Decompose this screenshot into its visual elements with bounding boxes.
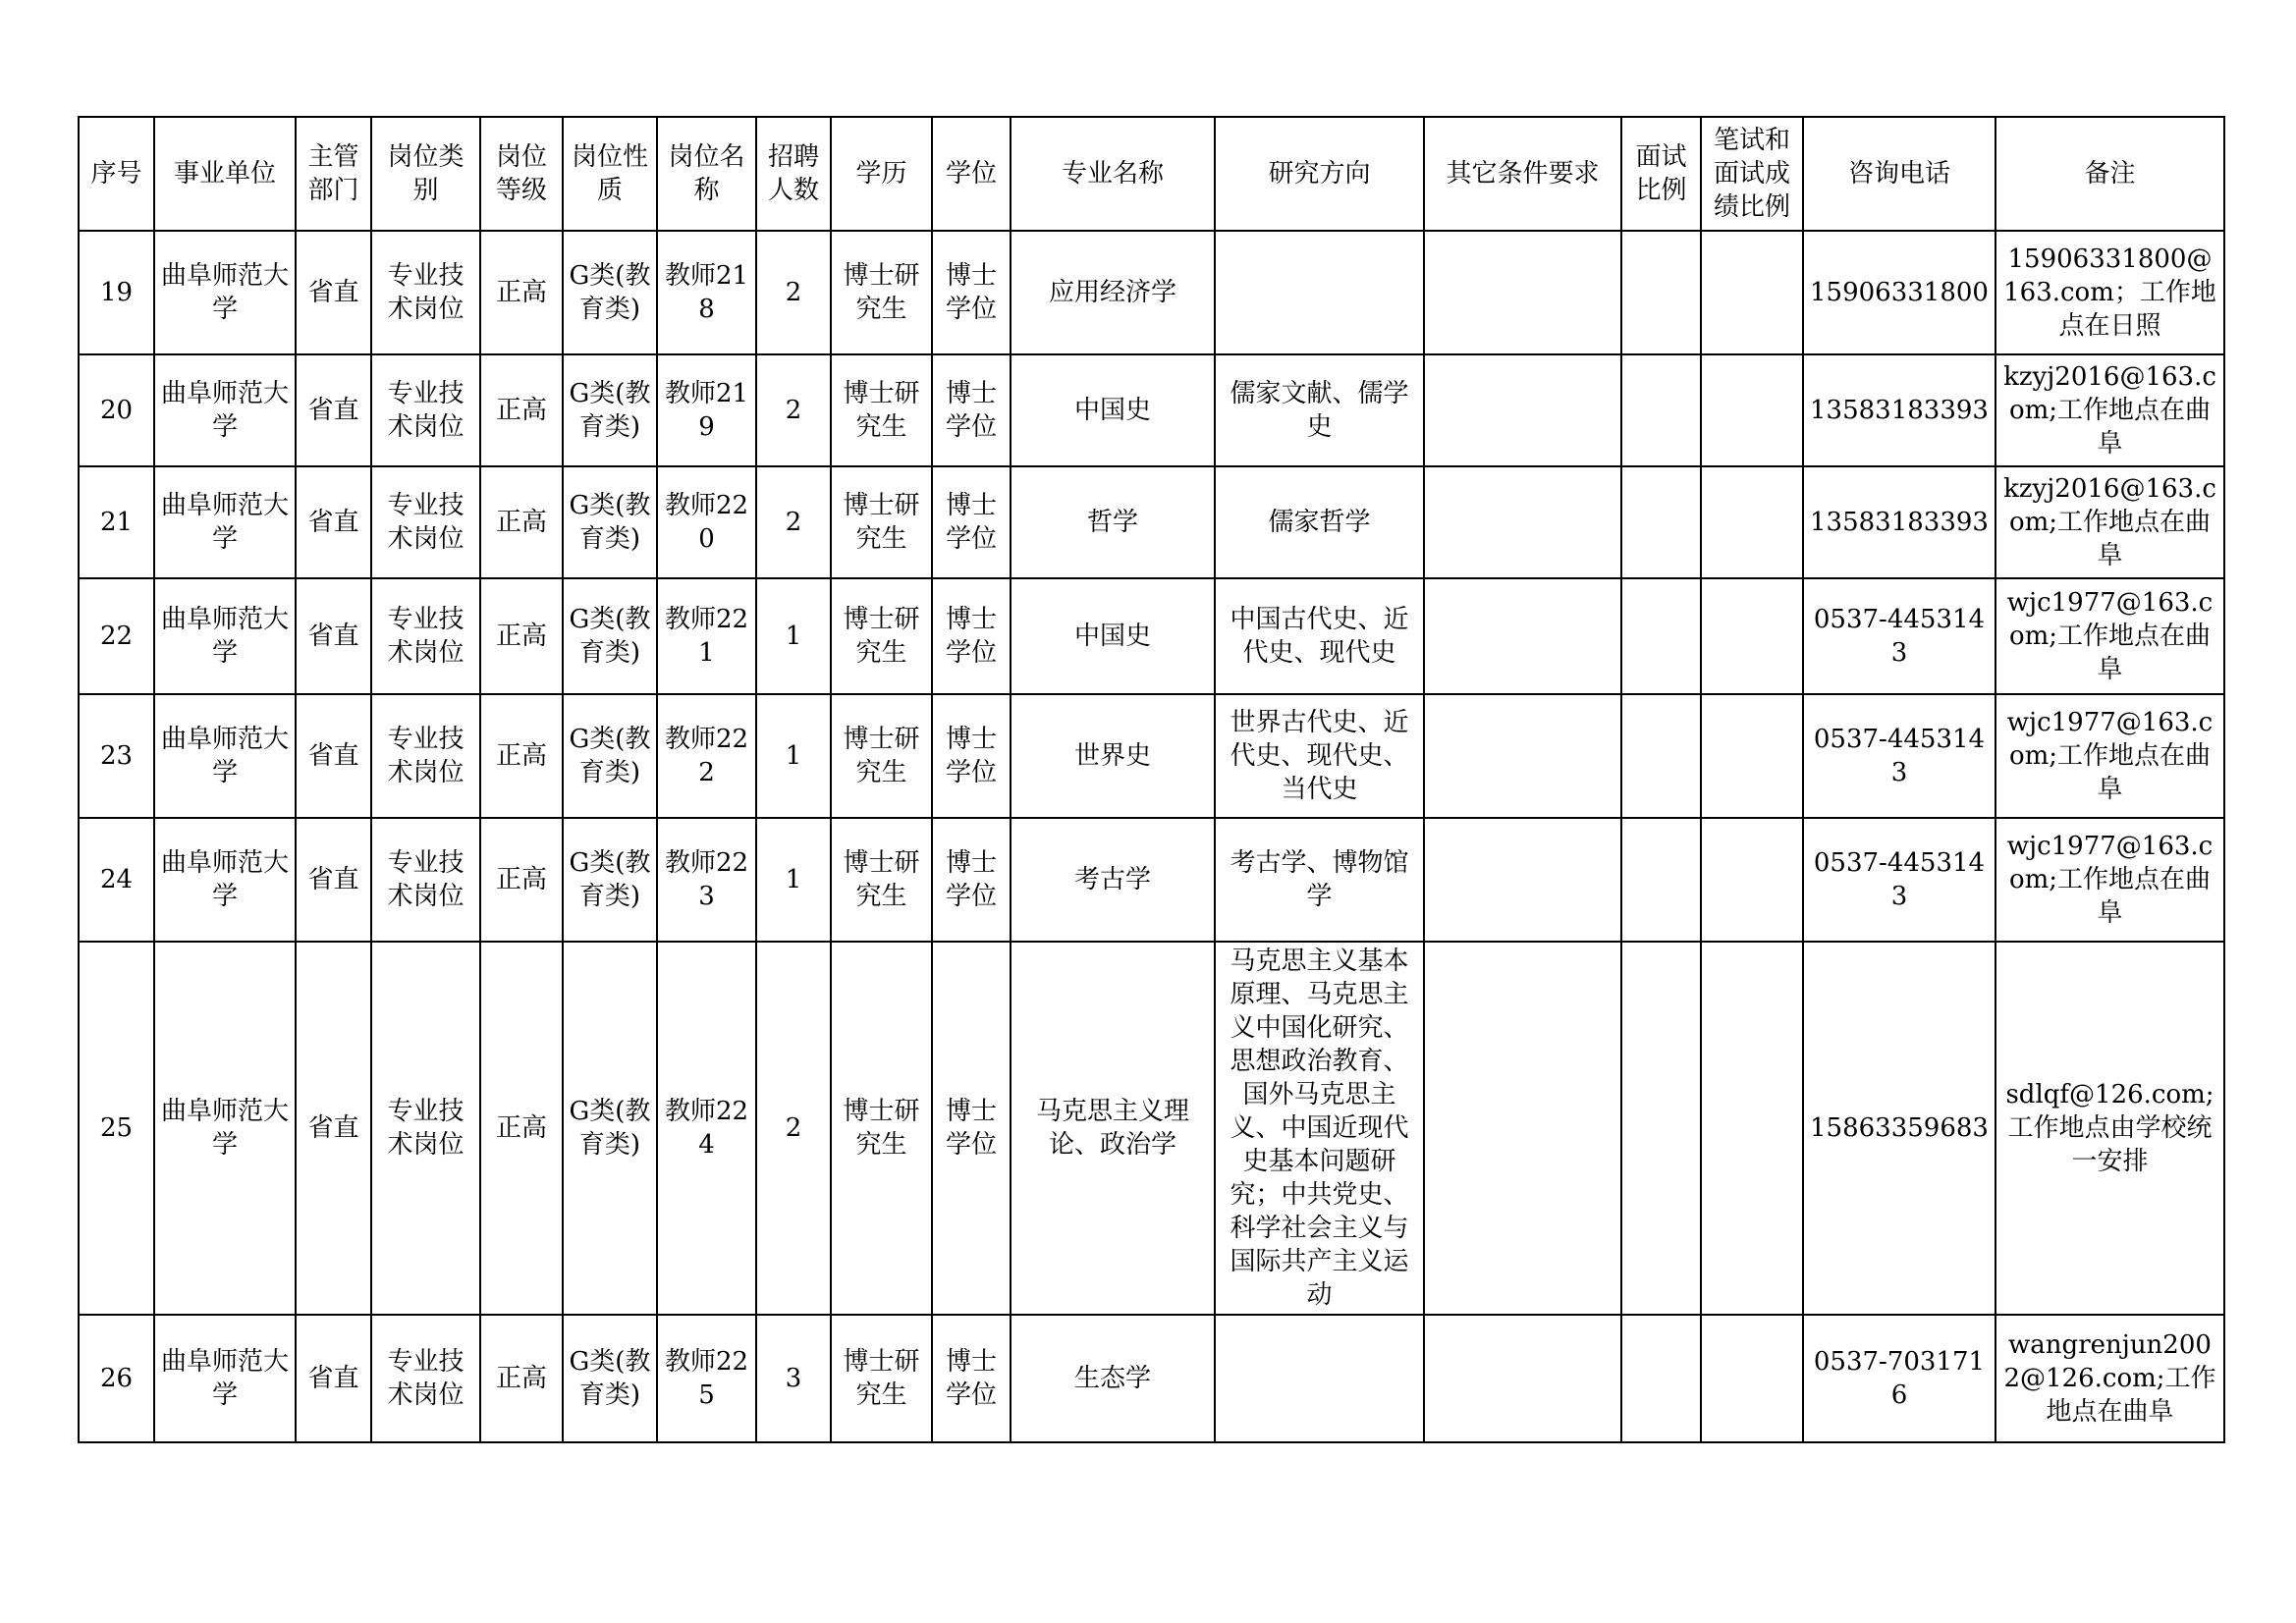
cell-count: 1 — [756, 818, 831, 942]
cell-interview-ratio — [1621, 578, 1701, 694]
cell-major: 中国史 — [1011, 578, 1215, 694]
cell-phone: 13583183393 — [1803, 466, 1995, 578]
cell-nature: G类(教育类) — [563, 818, 657, 942]
cell-unit: 曲阜师范大学 — [154, 231, 296, 354]
cell-major: 世界史 — [1011, 694, 1215, 818]
cell-other — [1424, 818, 1621, 942]
header-other: 其它条件要求 — [1424, 117, 1621, 231]
cell-degree: 博士学位 — [932, 231, 1011, 354]
cell-dept: 省直 — [296, 1315, 371, 1442]
cell-post: 教师223 — [657, 818, 756, 942]
cell-phone: 0537-4453143 — [1803, 818, 1995, 942]
cell-seq: 19 — [79, 231, 154, 354]
cell-count: 2 — [756, 942, 831, 1315]
cell-unit: 曲阜师范大学 — [154, 942, 296, 1315]
cell-major: 考古学 — [1011, 818, 1215, 942]
cell-research — [1215, 231, 1424, 354]
cell-note: wangrenjun2002@126.com;工作地点在曲阜 — [1995, 1315, 2224, 1442]
cell-education: 博士研究生 — [831, 231, 932, 354]
cell-count: 2 — [756, 466, 831, 578]
cell-major: 中国史 — [1011, 354, 1215, 466]
cell-seq: 24 — [79, 818, 154, 942]
cell-phone: 13583183393 — [1803, 354, 1995, 466]
cell-level: 正高 — [480, 578, 563, 694]
cell-dept: 省直 — [296, 466, 371, 578]
cell-major: 生态学 — [1011, 1315, 1215, 1442]
cell-other — [1424, 466, 1621, 578]
cell-degree: 博士学位 — [932, 818, 1011, 942]
cell-seq: 25 — [79, 942, 154, 1315]
cell-seq: 21 — [79, 466, 154, 578]
cell-seq: 22 — [79, 578, 154, 694]
cell-nature: G类(教育类) — [563, 578, 657, 694]
cell-count: 2 — [756, 231, 831, 354]
cell-phone: 15906331800 — [1803, 231, 1995, 354]
cell-category: 专业技术岗位 — [371, 694, 480, 818]
cell-count: 1 — [756, 578, 831, 694]
cell-phone: 0537-4453143 — [1803, 694, 1995, 818]
cell-note: sdlqf@126.com;工作地点由学校统一安排 — [1995, 942, 2224, 1315]
cell-interview-ratio — [1621, 466, 1701, 578]
header-interview-ratio: 面试比例 — [1621, 117, 1701, 231]
cell-phone: 15863359683 — [1803, 942, 1995, 1315]
cell-degree: 博士学位 — [932, 466, 1011, 578]
cell-degree: 博士学位 — [932, 942, 1011, 1315]
header-education: 学历 — [831, 117, 932, 231]
cell-seq: 26 — [79, 1315, 154, 1442]
cell-interview-ratio — [1621, 818, 1701, 942]
table-row — [79, 1315, 2224, 1442]
header-degree: 学位 — [932, 117, 1011, 231]
cell-unit: 曲阜师范大学 — [154, 694, 296, 818]
cell-interview-ratio — [1621, 231, 1701, 354]
cell-category: 专业技术岗位 — [371, 466, 480, 578]
cell-seq: 20 — [79, 354, 154, 466]
cell-nature: G类(教育类) — [563, 694, 657, 818]
header-seq: 序号 — [79, 117, 154, 231]
header-level: 岗位等级 — [480, 117, 563, 231]
cell-category: 专业技术岗位 — [371, 578, 480, 694]
cell-dept: 省直 — [296, 942, 371, 1315]
cell-note: kzyj2016@163.com;工作地点在曲阜 — [1995, 354, 2224, 466]
cell-other — [1424, 231, 1621, 354]
cell-phone: 0537-7031716 — [1803, 1315, 1995, 1442]
cell-research: 儒家文献、儒学史 — [1215, 354, 1424, 466]
cell-score-ratio — [1701, 818, 1803, 942]
table-row — [79, 578, 2224, 694]
cell-score-ratio — [1701, 466, 1803, 578]
cell-level: 正高 — [480, 694, 563, 818]
cell-score-ratio — [1701, 694, 1803, 818]
header-post: 岗位名称 — [657, 117, 756, 231]
header-major: 专业名称 — [1011, 117, 1215, 231]
cell-score-ratio — [1701, 578, 1803, 694]
cell-post: 教师219 — [657, 354, 756, 466]
cell-score-ratio — [1701, 231, 1803, 354]
cell-count: 1 — [756, 694, 831, 818]
cell-dept: 省直 — [296, 694, 371, 818]
header-unit: 事业单位 — [154, 117, 296, 231]
cell-degree: 博士学位 — [932, 354, 1011, 466]
cell-level: 正高 — [480, 354, 563, 466]
table-row — [79, 354, 2224, 466]
cell-note: 15906331800@163.com；工作地点在日照 — [1995, 231, 2224, 354]
cell-dept: 省直 — [296, 818, 371, 942]
cell-unit: 曲阜师范大学 — [154, 1315, 296, 1442]
table-row — [79, 231, 2224, 354]
cell-score-ratio — [1701, 354, 1803, 466]
cell-dept: 省直 — [296, 231, 371, 354]
header-research: 研究方向 — [1215, 117, 1424, 231]
table-row — [79, 466, 2224, 578]
cell-post: 教师221 — [657, 578, 756, 694]
cell-interview-ratio — [1621, 694, 1701, 818]
header-note: 备注 — [1995, 117, 2224, 231]
cell-major: 应用经济学 — [1011, 231, 1215, 354]
cell-note: wjc1977@163.com;工作地点在曲阜 — [1995, 578, 2224, 694]
table-row — [79, 942, 2224, 1315]
cell-degree: 博士学位 — [932, 1315, 1011, 1442]
cell-post: 教师224 — [657, 942, 756, 1315]
cell-note: wjc1977@163.com;工作地点在曲阜 — [1995, 694, 2224, 818]
cell-post: 教师222 — [657, 694, 756, 818]
cell-other — [1424, 942, 1621, 1315]
cell-interview-ratio — [1621, 1315, 1701, 1442]
cell-degree: 博士学位 — [932, 578, 1011, 694]
cell-education: 博士研究生 — [831, 694, 932, 818]
cell-unit: 曲阜师范大学 — [154, 578, 296, 694]
cell-post: 教师218 — [657, 231, 756, 354]
header-row — [79, 117, 2224, 231]
cell-category: 专业技术岗位 — [371, 1315, 480, 1442]
cell-other — [1424, 694, 1621, 818]
recruitment-table — [78, 116, 2225, 1443]
cell-dept: 省直 — [296, 578, 371, 694]
cell-nature: G类(教育类) — [563, 354, 657, 466]
cell-unit: 曲阜师范大学 — [154, 466, 296, 578]
cell-seq: 23 — [79, 694, 154, 818]
cell-category: 专业技术岗位 — [371, 231, 480, 354]
cell-phone: 0537-4453143 — [1803, 578, 1995, 694]
cell-category: 专业技术岗位 — [371, 354, 480, 466]
cell-unit: 曲阜师范大学 — [154, 818, 296, 942]
cell-level: 正高 — [480, 942, 563, 1315]
cell-education: 博士研究生 — [831, 578, 932, 694]
cell-interview-ratio — [1621, 354, 1701, 466]
table-row — [79, 694, 2224, 818]
cell-count: 3 — [756, 1315, 831, 1442]
cell-major: 马克思主义理论、政治学 — [1011, 942, 1215, 1315]
cell-research: 考古学、博物馆学 — [1215, 818, 1424, 942]
cell-interview-ratio — [1621, 942, 1701, 1315]
table-row — [79, 818, 2224, 942]
cell-major: 哲学 — [1011, 466, 1215, 578]
cell-education: 博士研究生 — [831, 354, 932, 466]
header-score-ratio: 笔试和面试成绩比例 — [1701, 117, 1803, 231]
cell-nature: G类(教育类) — [563, 466, 657, 578]
cell-research — [1215, 1315, 1424, 1442]
cell-post: 教师220 — [657, 466, 756, 578]
cell-degree: 博士学位 — [932, 694, 1011, 818]
cell-level: 正高 — [480, 818, 563, 942]
cell-score-ratio — [1701, 1315, 1803, 1442]
header-phone: 咨询电话 — [1803, 117, 1995, 231]
cell-category: 专业技术岗位 — [371, 818, 480, 942]
cell-research: 马克思主义基本原理、马克思主义中国化研究、思想政治教育、国外马克思主义、中国近现代史基本问题研究；中共党史、科学社会主义与国际共产主义运动 — [1215, 942, 1424, 1315]
cell-research: 中国古代史、近代史、现代史 — [1215, 578, 1424, 694]
cell-education: 博士研究生 — [831, 466, 932, 578]
cell-level: 正高 — [480, 1315, 563, 1442]
header-dept: 主管部门 — [296, 117, 371, 231]
cell-other — [1424, 578, 1621, 694]
cell-dept: 省直 — [296, 354, 371, 466]
cell-count: 2 — [756, 354, 831, 466]
cell-level: 正高 — [480, 466, 563, 578]
header-nature: 岗位性质 — [563, 117, 657, 231]
cell-note: wjc1977@163.com;工作地点在曲阜 — [1995, 818, 2224, 942]
cell-unit: 曲阜师范大学 — [154, 354, 296, 466]
cell-education: 博士研究生 — [831, 942, 932, 1315]
cell-score-ratio — [1701, 942, 1803, 1315]
cell-nature: G类(教育类) — [563, 1315, 657, 1442]
cell-category: 专业技术岗位 — [371, 942, 480, 1315]
cell-other — [1424, 1315, 1621, 1442]
cell-education: 博士研究生 — [831, 818, 932, 942]
cell-education: 博士研究生 — [831, 1315, 932, 1442]
cell-post: 教师225 — [657, 1315, 756, 1442]
cell-nature: G类(教育类) — [563, 942, 657, 1315]
cell-note: kzyj2016@163.com;工作地点在曲阜 — [1995, 466, 2224, 578]
cell-research: 儒家哲学 — [1215, 466, 1424, 578]
cell-research: 世界古代史、近代史、现代史、当代史 — [1215, 694, 1424, 818]
header-category: 岗位类别 — [371, 117, 480, 231]
header-count: 招聘人数 — [756, 117, 831, 231]
cell-other — [1424, 354, 1621, 466]
cell-nature: G类(教育类) — [563, 231, 657, 354]
cell-level: 正高 — [480, 231, 563, 354]
